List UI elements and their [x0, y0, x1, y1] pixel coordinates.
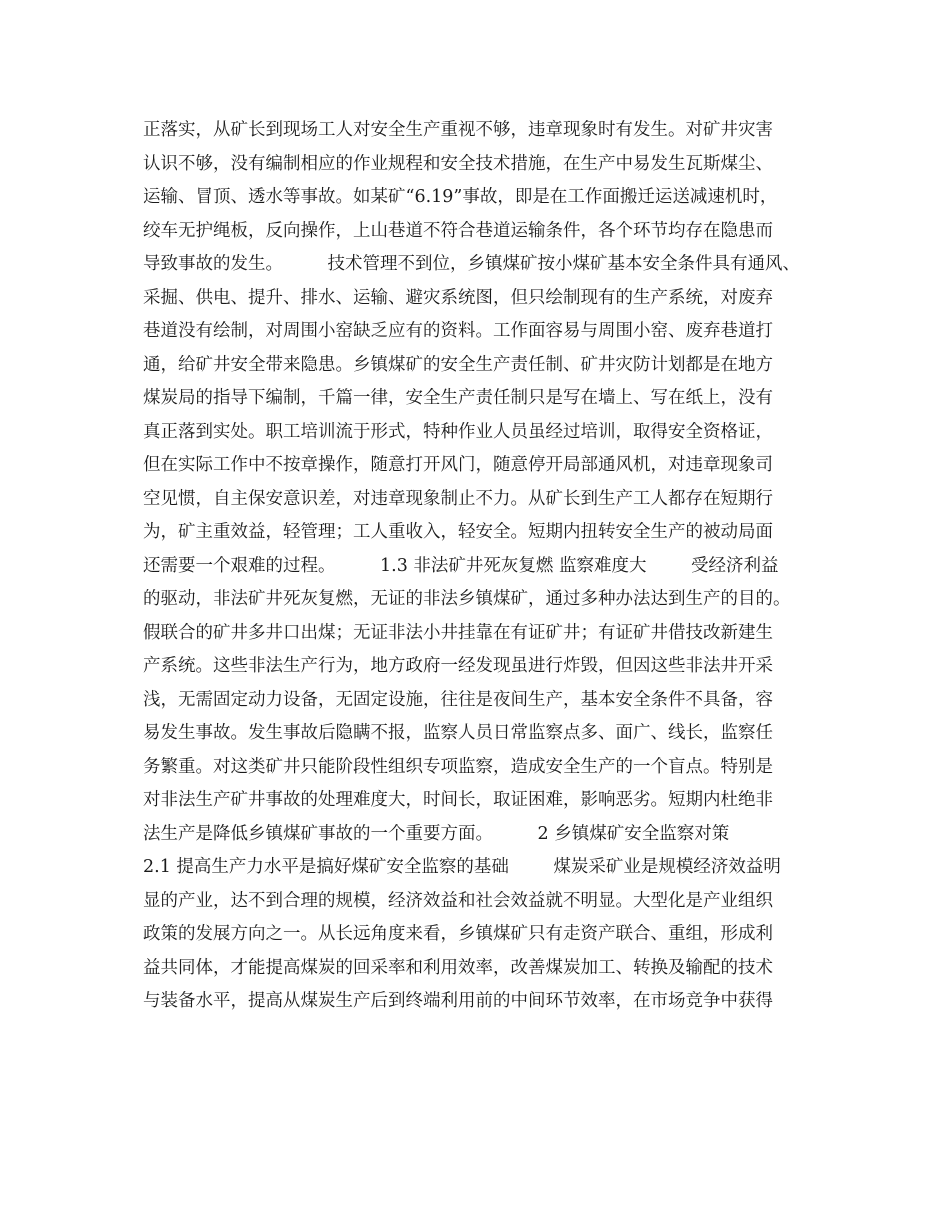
- text-line: 法生产是降低乡镇煤矿事故的一个重要方面。 2 乡镇煤矿安全监察对策: [143, 823, 730, 844]
- text-line: 空见惯，自主保安意识差，对违章现象制止不力。从矿长到生产工人都存在短期行: [143, 488, 773, 509]
- text-line: 认识不够，没有编制相应的作业规程和安全技术措施，在生产中易发生瓦斯煤尘、: [143, 153, 773, 174]
- text-line: 与装备水平，提高从煤炭生产后到终端利用前的中间环节效率，在市场竞争中获得: [143, 991, 773, 1011]
- text-line: 对非法生产矿井事故的处理难度大，时间长，取证困难，影响恶劣。短期内杜绝非: [143, 790, 773, 810]
- text-line: 2.1 提高生产力水平是搞好煤矿安全监察的基础 煤炭采矿业是规模经济效益明: [143, 857, 781, 877]
- text-line: 的驱动，非法矿井死灰复燃，无证的非法乡镇煤矿，通过多种办法达到生产的目的。: [143, 589, 791, 609]
- text-line: 真正落到实处。职工培训流于形式，特种作业人员虽经过培训，取得安全资格证，: [143, 421, 773, 442]
- text-line: 假联合的矿井多井口出煤；无证非法小井挂靠在有证矿井；有证矿井借技改新建生: [143, 622, 773, 643]
- text-line: 还需要一个艰难的过程。 1.3 非法矿井死灰复燃 监察难度大 受经济利益: [143, 555, 779, 576]
- text-line: 但在实际工作中不按章操作，随意打开风门，随意停开局部通风机，对违章现象司: [143, 455, 773, 475]
- text-line: 导致事故的发生。 技术管理不到位，乡镇煤矿按小煤矿基本安全条件具有通风、: [143, 254, 800, 274]
- text-line: 易发生事故。发生事故后隐瞒不报，监察人员日常监察点多、面广、线长，监察任: [143, 723, 773, 743]
- text-line: 运输、冒顶、透水等事故。如某矿“6.19”事故，即是在工作面搬迁运送减速机时，: [143, 187, 778, 207]
- text-line: 务繁重。对这类矿井只能阶段性组织专项监察，造成安全生产的一个盲点。特别是: [143, 756, 773, 777]
- text-line: 采掘、供电、提升、排水、运输、避灾系统图，但只绘制现有的生产系统，对废弃: [143, 287, 773, 308]
- text-line: 煤炭局的指导下编制，千篇一律，安全生产责任制只是写在墙上、写在纸上，没有: [143, 388, 773, 408]
- text-line: 为，矿主重效益，轻管理；工人重收入，轻安全。短期内扭转安全生产的被动局面: [143, 522, 773, 542]
- text-line: 益共同体，才能提高煤炭的回采率和利用效率，改善煤炭加工、转换及输配的技术: [143, 957, 773, 978]
- text-line: 显的产业，达不到合理的规模，经济效益和社会效益就不明显。大型化是产业组织: [143, 890, 773, 911]
- text-line: 巷道没有绘制，对周围小窑缺乏应有的资料。工作面容易与周围小窑、废弃巷道打: [143, 321, 773, 341]
- body-text: [143, 114, 823, 1019]
- text-line: 浅，无需固定动力设备，无固定设施，往往是夜间生产，基本安全条件不具备，容: [143, 689, 773, 710]
- text-line: 产系统。这些非法生产行为，地方政府一经发现虽进行炸毁，但因这些非法井开采: [143, 656, 773, 676]
- text-line: 绞车无护绳板，反向操作，上山巷道不符合巷道运输条件，各个环节均存在隐患而: [143, 220, 773, 241]
- text-line: 正落实，从矿长到现场工人对安全生产重视不够，违章现象时有发生。对矿井灾害: [143, 120, 773, 140]
- text-line: 通，给矿井安全带来隐患。乡镇煤矿的安全生产责任制、矿井灾防计划都是在地方: [143, 354, 773, 375]
- text-line: 政策的发展方向之一。从长远角度来看，乡镇煤矿只有走资产联合、重组，形成利: [143, 924, 773, 944]
